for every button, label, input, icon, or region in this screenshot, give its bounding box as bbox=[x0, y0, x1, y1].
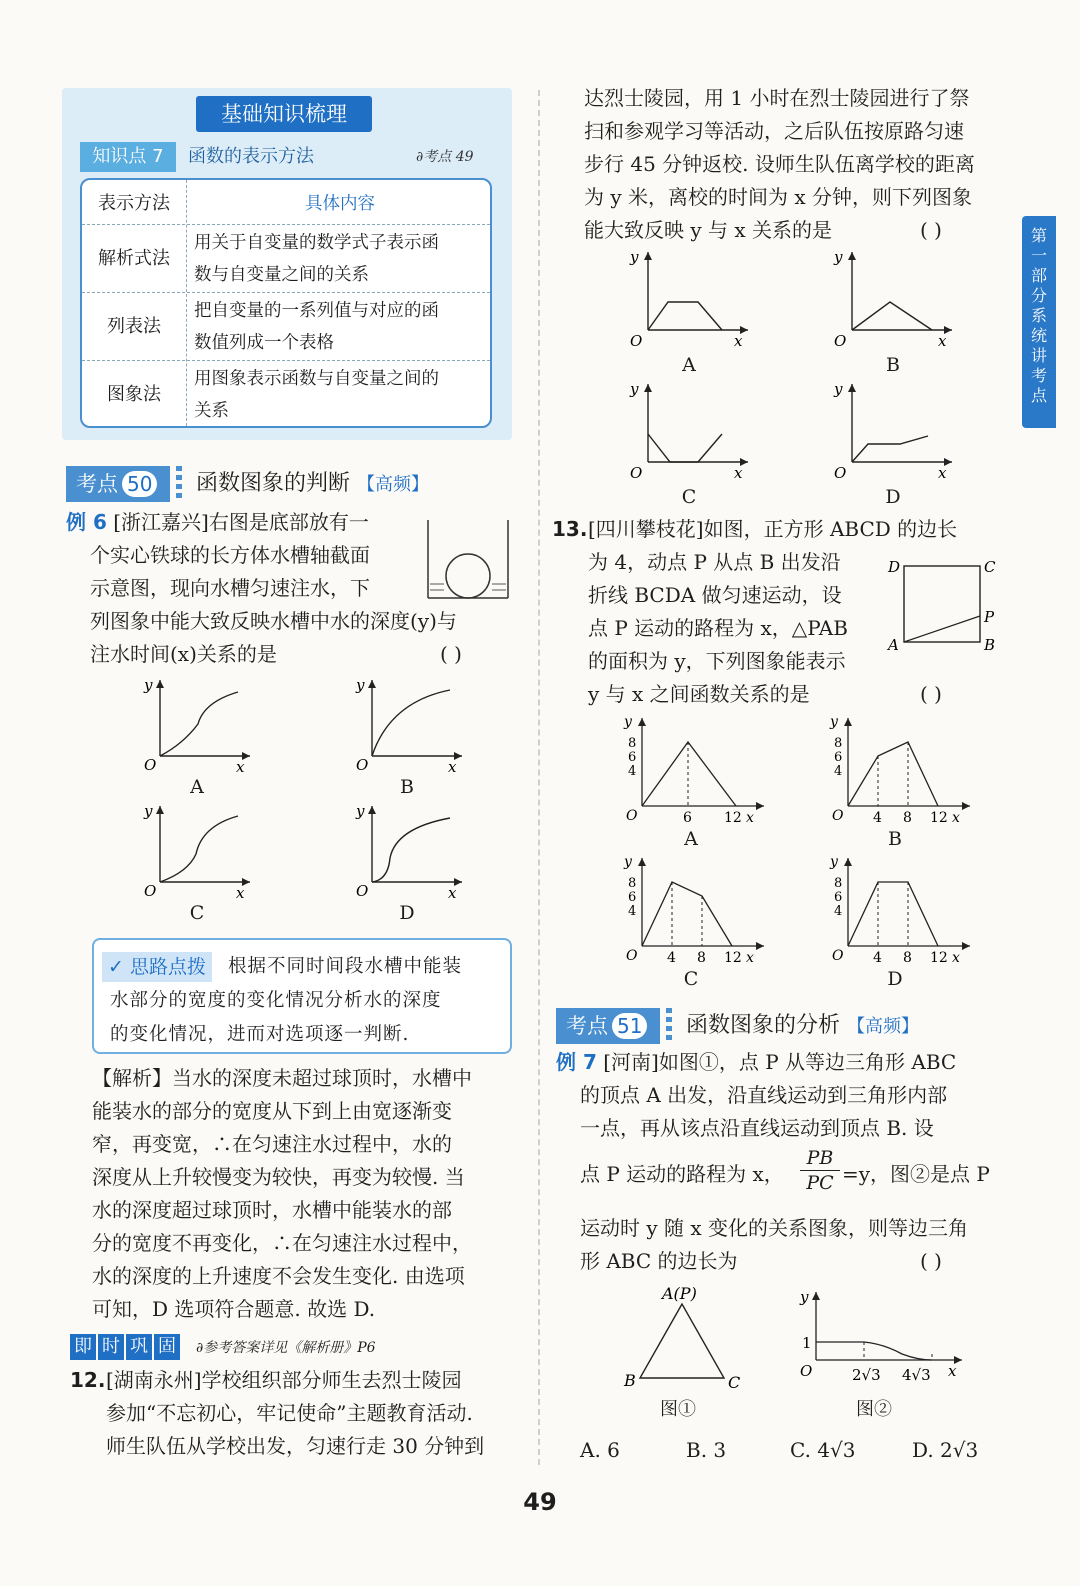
x-tick: 8 bbox=[903, 810, 912, 826]
example-6-line: 个实心铁球的长方体水槽轴截面 bbox=[90, 543, 370, 567]
option-label: C bbox=[683, 968, 699, 990]
table-content-line: 数值列成一个表格 bbox=[194, 333, 334, 353]
ex6-graph-c bbox=[138, 798, 258, 898]
analysis-line: 深度从上升较慢变为较快，再变为较慢. 当 bbox=[92, 1165, 465, 1189]
axis-y-label: y bbox=[624, 714, 632, 730]
q12-graph-a bbox=[624, 246, 754, 350]
axis-y-label: y bbox=[830, 714, 838, 730]
axis-y-label: y bbox=[624, 854, 632, 870]
tip-line: 的变化情况，进而对选项逐一判断. bbox=[110, 1024, 410, 1045]
example-7-line: 一点，再从该点沿直线运动到顶点 B. 设 bbox=[580, 1116, 934, 1140]
analysis-line: 【解析】当水的深度未超过球顶时，水槽中 bbox=[92, 1066, 472, 1090]
side-chapter-tab bbox=[1022, 216, 1056, 428]
answer-paren: ( ) bbox=[920, 218, 942, 242]
y-tick: 8 bbox=[834, 876, 843, 891]
y-tick: 6 bbox=[834, 890, 843, 905]
table-content-line: 数与自变量之间的关系 bbox=[194, 265, 369, 285]
figure-2-label: 图② bbox=[856, 1399, 892, 1420]
table-content-line: 关系 bbox=[194, 401, 229, 421]
table-row bbox=[82, 292, 490, 361]
analysis-line: 水的深度的上升速度不会发生变化. 由选项 bbox=[92, 1264, 465, 1288]
x-tick: 2√3 bbox=[852, 1366, 881, 1384]
practice-ref: ∂参考答案详见《解析册》P6 bbox=[196, 1340, 376, 1356]
option-label: A bbox=[190, 776, 204, 798]
question-12-line: 能大致反映 y 与 x 关系的是 bbox=[584, 218, 833, 242]
example-7-line: 点 P 运动的路程为 x， bbox=[580, 1162, 784, 1186]
axis-x-label: x bbox=[236, 758, 245, 772]
section-51-title bbox=[686, 1008, 919, 1045]
example-7-line: 的顶点 A 出发，沿直线运动到三角形内部 bbox=[580, 1083, 948, 1107]
ex6-graph-b bbox=[350, 672, 470, 772]
thinking-tip-box bbox=[92, 938, 512, 1054]
example-6-line: 示意图，现向水槽匀速注水，下 bbox=[90, 576, 370, 600]
table-method: 列表法 bbox=[107, 316, 161, 337]
practice-char: 巩 bbox=[126, 1334, 152, 1360]
section-tag-label: 考点 bbox=[566, 1014, 608, 1038]
section-bar bbox=[176, 466, 182, 502]
table-row bbox=[82, 360, 490, 427]
q13-graph-d bbox=[826, 852, 976, 968]
question-13-line: y 与 x 之间函数关系的是 bbox=[588, 682, 810, 706]
page-number: 49 bbox=[523, 1488, 557, 1516]
section-title-text: 函数图象的分析 bbox=[686, 1013, 841, 1038]
q13-graph-c bbox=[620, 852, 770, 968]
q12-graph-b bbox=[828, 246, 958, 350]
q12-graph-c bbox=[624, 378, 754, 482]
question-12-line: 步行 45 分钟返校. 设师生队伍离学校的距离 bbox=[584, 152, 975, 176]
example-6-line: 列图象中能大致反映水槽中水的深度(y)与 bbox=[90, 609, 457, 633]
axis-y-label: y bbox=[834, 380, 843, 398]
section-bar bbox=[666, 1008, 672, 1044]
fraction-numerator: PB bbox=[806, 1147, 834, 1169]
example-7-line: 形 ABC 的边长为 bbox=[580, 1249, 738, 1273]
square-vertex-label: B bbox=[984, 636, 996, 654]
y-tick: 8 bbox=[834, 736, 843, 751]
axis-x-label: x bbox=[938, 332, 947, 350]
ex6-graph-a bbox=[138, 672, 258, 772]
water-tank-figure bbox=[424, 514, 514, 604]
frequency-badge: 【高频】 bbox=[357, 474, 430, 495]
option-label: A bbox=[682, 354, 696, 376]
axis-origin-label: O bbox=[356, 882, 369, 898]
section-50-tag bbox=[66, 466, 170, 502]
axis-y-label: y bbox=[144, 676, 153, 694]
x-tick: 4 bbox=[873, 950, 882, 966]
x-tick: 8 bbox=[903, 950, 912, 966]
axis-origin-label: O bbox=[144, 756, 157, 772]
x-tick: 12 bbox=[930, 950, 948, 966]
practice-char: 固 bbox=[154, 1334, 180, 1360]
axis-y-label: y bbox=[356, 676, 365, 694]
analysis-line: 可知，D 选项符合题意. 故选 D. bbox=[92, 1297, 376, 1321]
axis-x-label: x bbox=[948, 1362, 957, 1380]
axis-origin-label: O bbox=[630, 464, 643, 482]
question-13-line: 折线 BCDA 做匀速运动，设 bbox=[588, 583, 842, 607]
axis-x-label: x bbox=[746, 950, 754, 966]
axis-x-label: x bbox=[746, 810, 754, 826]
table-header-content: 具体内容 bbox=[305, 194, 375, 214]
option-label: A bbox=[684, 828, 698, 850]
answer-paren: ( ) bbox=[440, 642, 462, 666]
tip-line: 根据不同时间段水槽中能装 bbox=[228, 956, 463, 977]
axis-origin-label: O bbox=[630, 332, 643, 350]
axis-x-label: x bbox=[448, 884, 457, 898]
y-tick: 4 bbox=[834, 904, 843, 919]
axis-x-label: x bbox=[236, 884, 245, 898]
question-13-line: [四川攀枝花]如图，正方形 ABCD 的边长 bbox=[588, 517, 958, 541]
tip-tag-label: 思路点拨 bbox=[129, 956, 206, 978]
square-vertex-label: P bbox=[984, 608, 995, 626]
example-6-line: 注水时间(x)关系的是 bbox=[90, 642, 277, 666]
question-12-line: 参加“不忘初心，牢记使命”主题教育活动. bbox=[106, 1401, 473, 1425]
x-tick: 6 bbox=[683, 810, 692, 826]
question-12-line: 达烈士陵园，用 1 小时在烈士陵园进行了祭 bbox=[584, 86, 970, 110]
answer-paren: ( ) bbox=[920, 1249, 942, 1273]
figure-1-label: 图① bbox=[660, 1399, 696, 1420]
axis-x-label: x bbox=[734, 332, 743, 350]
choice-a: A. 6 bbox=[580, 1438, 620, 1462]
knowledge-table bbox=[80, 178, 492, 428]
frequency-badge: 【高频】 bbox=[847, 1016, 920, 1037]
option-label: B bbox=[888, 828, 902, 850]
option-label: D bbox=[399, 902, 415, 924]
y-tick: 4 bbox=[628, 904, 637, 919]
knowledge-banner: 基础知识梳理 bbox=[196, 96, 372, 132]
q13-graph-b bbox=[826, 712, 976, 828]
table-row bbox=[82, 224, 490, 293]
practice-char: 即 bbox=[70, 1334, 96, 1360]
axis-y-label: y bbox=[630, 248, 639, 266]
section-tag-label: 考点 bbox=[76, 472, 118, 496]
question-13-number: 13. bbox=[552, 517, 588, 541]
axis-y-label: y bbox=[830, 854, 838, 870]
axis-y-label: y bbox=[356, 802, 365, 820]
fraction-denominator: PC bbox=[800, 1170, 840, 1195]
example-7-line: 运动时 y 随 x 变化的关系图象，则等边三角 bbox=[580, 1216, 969, 1240]
ex6-graph-d bbox=[350, 798, 470, 898]
knowledge-point-tag: 知识点 7 bbox=[80, 142, 176, 172]
axis-x-label: x bbox=[938, 464, 947, 482]
square-vertex-label: D bbox=[888, 558, 901, 576]
question-13-line: 为 4，动点 P 从点 B 出发沿 bbox=[588, 550, 841, 574]
option-label: C bbox=[681, 486, 697, 508]
side-tab-text: 第一部分 系统讲考点 bbox=[1030, 226, 1047, 405]
y-tick: 4 bbox=[628, 764, 637, 779]
triangle-vertex-label: B bbox=[624, 1371, 636, 1390]
q13-graph-a bbox=[620, 712, 770, 828]
tip-line: 水部分的宽度的变化情况分析水的深度 bbox=[110, 990, 442, 1011]
analysis-line: 分的宽度不再变化，∴在匀速注水过程中， bbox=[92, 1231, 472, 1255]
question-13-line: 点 P 运动的路程为 x，△PAB bbox=[588, 616, 848, 640]
section-50-title bbox=[196, 466, 429, 503]
option-label: B bbox=[400, 776, 414, 798]
question-12-number: 12. bbox=[70, 1368, 106, 1392]
analysis-line: 水的深度超过球顶时，水槽中能装水的部 bbox=[92, 1198, 452, 1222]
section-number: 50 bbox=[122, 471, 157, 497]
question-12-line: 为 y 米，离校的时间为 x 分钟，则下列图象 bbox=[584, 185, 973, 209]
axis-y-label: y bbox=[144, 802, 153, 820]
table-method: 解析式法 bbox=[98, 248, 170, 269]
square-vertex-label: C bbox=[984, 558, 996, 576]
axis-x-label: x bbox=[448, 758, 457, 772]
knowledge-ref: ∂考点 49 bbox=[416, 149, 474, 165]
x-tick: 12 bbox=[930, 810, 948, 826]
analysis-line: 窄，再变宽，∴在匀速注水过程中，水的 bbox=[92, 1132, 452, 1156]
y-tick: 4 bbox=[834, 764, 843, 779]
axis-origin-label: O bbox=[626, 948, 638, 964]
table-method: 图象法 bbox=[107, 384, 161, 405]
axis-origin-label: O bbox=[800, 1362, 813, 1380]
axis-origin-label: O bbox=[834, 464, 847, 482]
q12-graph-d bbox=[828, 378, 958, 482]
x-tick: 4 bbox=[667, 950, 676, 966]
axis-x-label: x bbox=[734, 464, 743, 482]
knowledge-point-title: 函数的表示方法 bbox=[188, 146, 314, 167]
axis-x-label: x bbox=[952, 950, 960, 966]
choice-c: C. 4√3 bbox=[790, 1438, 856, 1462]
check-circle-icon: ✓ bbox=[108, 956, 124, 978]
analysis-line: 能装水的部分的宽度从下到上由宽逐渐变 bbox=[92, 1099, 452, 1123]
question-13-line: 的面积为 y，下列图象能表示 bbox=[588, 649, 846, 673]
x-tick: 12 bbox=[724, 810, 742, 826]
square-vertex-label: A bbox=[888, 636, 899, 654]
option-label: D bbox=[887, 968, 903, 990]
y-tick: 6 bbox=[628, 750, 637, 765]
option-label: C bbox=[189, 902, 205, 924]
option-label: B bbox=[886, 354, 900, 376]
y-tick: 6 bbox=[628, 890, 637, 905]
table-content-line: 用图象表示函数与自变量之间的 bbox=[194, 369, 439, 389]
axis-y-label: y bbox=[630, 380, 639, 398]
x-tick: 4 bbox=[873, 810, 882, 826]
table-content-line: 把自变量的一系列值与对应的函 bbox=[194, 301, 439, 321]
choice-d: D. 2√3 bbox=[912, 1438, 979, 1462]
axis-origin-label: O bbox=[144, 882, 157, 898]
y-tick: 1 bbox=[802, 1334, 812, 1352]
practice-char: 时 bbox=[98, 1334, 124, 1360]
axis-origin-label: O bbox=[626, 808, 638, 824]
axis-origin-label: O bbox=[356, 756, 369, 772]
y-tick: 8 bbox=[628, 876, 637, 891]
section-title-text: 函数图象的判断 bbox=[196, 471, 351, 496]
triangle-vertex-label: C bbox=[728, 1373, 741, 1392]
option-label: D bbox=[885, 486, 901, 508]
y-tick: 8 bbox=[628, 736, 637, 751]
axis-x-label: x bbox=[952, 810, 960, 826]
question-12-line: [湖南永州]学校组织部分师生去烈士陵园 bbox=[106, 1368, 462, 1392]
choice-b: B. 3 bbox=[686, 1438, 727, 1462]
question-12-line: 扫和参观学习等活动，之后队伍按原路匀速 bbox=[584, 119, 964, 143]
x-tick: 8 bbox=[697, 950, 706, 966]
equilateral-triangle-figure bbox=[616, 1282, 756, 1392]
axis-origin-label: O bbox=[832, 808, 844, 824]
section-number: 51 bbox=[612, 1013, 647, 1039]
question-12-line: 师生队伍从学校出发，匀速行走 30 分钟到 bbox=[106, 1434, 485, 1458]
column-divider bbox=[538, 90, 540, 1465]
example-7-line: [河南]如图①，点 P 从等边三角形 ABC bbox=[603, 1050, 957, 1074]
section-51-tag bbox=[556, 1008, 660, 1044]
example-7-label: 例 7 bbox=[556, 1050, 597, 1074]
answer-paren: ( ) bbox=[920, 682, 942, 706]
axis-origin-label: O bbox=[832, 948, 844, 964]
table-header-method: 表示方法 bbox=[98, 193, 170, 214]
square-abcd-figure bbox=[884, 552, 1004, 656]
thinking-tip-tag bbox=[102, 952, 212, 982]
table-content-line: 用关于自变量的数学式子表示函 bbox=[194, 233, 439, 253]
x-tick: 4√3 bbox=[902, 1366, 931, 1384]
axis-y-label: y bbox=[800, 1288, 809, 1306]
axis-origin-label: O bbox=[834, 332, 847, 350]
x-tick: 12 bbox=[724, 950, 742, 966]
fraction-pb-pc bbox=[800, 1146, 840, 1195]
y-tick: 6 bbox=[834, 750, 843, 765]
example-6-label: 例 6 bbox=[66, 510, 107, 534]
fig2-graph bbox=[792, 1284, 972, 1394]
axis-y-label: y bbox=[834, 248, 843, 266]
triangle-vertex-label: A(P) bbox=[662, 1284, 697, 1303]
practice-tag bbox=[70, 1334, 182, 1360]
example-6-line: [浙江嘉兴]右图是底部放有一 bbox=[113, 510, 369, 534]
example-7-line: =y，图②是点 P bbox=[842, 1162, 990, 1186]
